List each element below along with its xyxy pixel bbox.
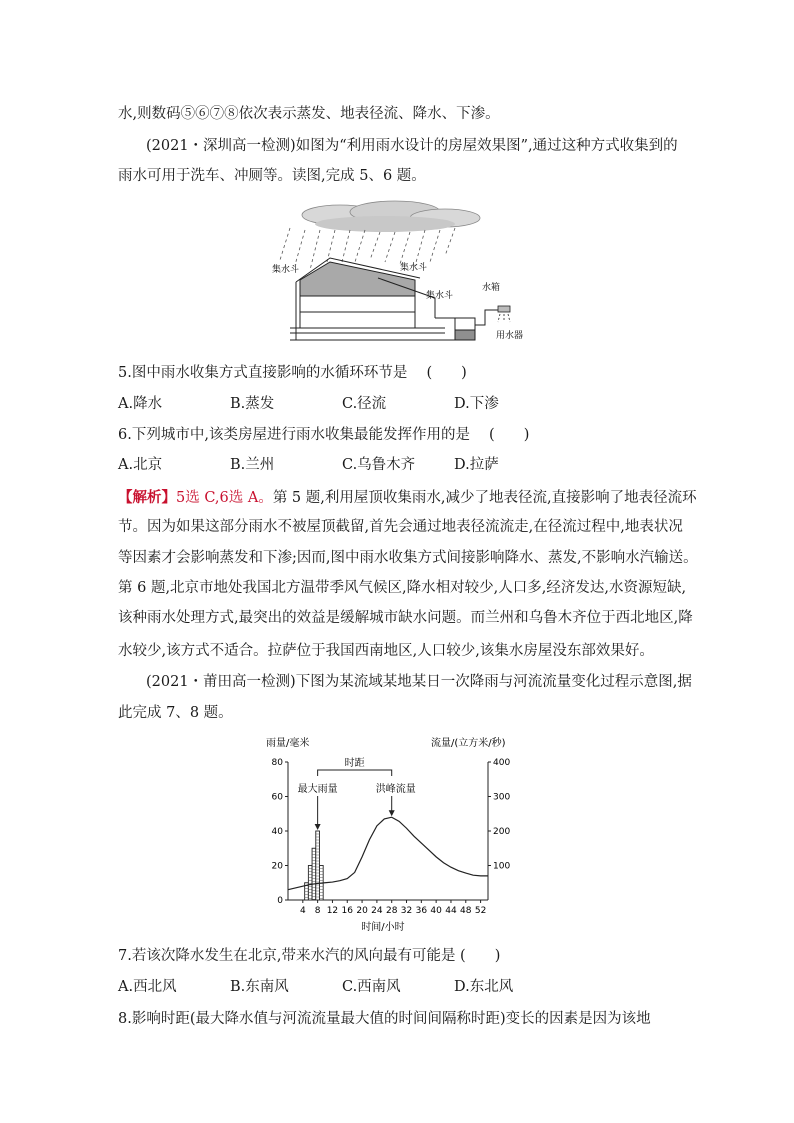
q7-option-d[interactable]: D.东北风 xyxy=(454,979,514,995)
rain-bar xyxy=(316,831,320,900)
text-line: 此完成 7、8 题。 xyxy=(118,705,233,721)
x-tick-label: 8 xyxy=(314,906,321,916)
q6-option-c[interactable]: C.乌鲁木齐 xyxy=(342,457,416,473)
text-line: (2021・深圳高一检测)如图为“利用雨水设计的房屋效果图”,通过这种方式收集到的 xyxy=(146,138,678,154)
max-rain-arrow-head xyxy=(315,824,321,830)
question-8: 8.影响时距(最大降水值与河流流量最大值的时间间隔称时距)变长的因素是因为该地 xyxy=(118,1011,651,1027)
right-tick-label: 400 xyxy=(493,758,511,768)
q7-option-a[interactable]: A.西北风 xyxy=(118,979,177,995)
analysis-answer: 5选 C,6选 A。 xyxy=(176,490,273,506)
rain-flow-chart xyxy=(258,730,538,935)
analysis-text: 第 5 题,利用屋顶收集雨水,减少了地表径流,直接影响了地表径流环 xyxy=(272,490,697,506)
label-collector-left: 集水斗 xyxy=(272,265,300,275)
rain-bar xyxy=(312,848,316,900)
question-5: 5.图中雨水收集方式直接影响的水循环环节是 ( ) xyxy=(118,365,467,381)
interval-label: 时距 xyxy=(344,758,365,769)
x-tick-label: 16 xyxy=(341,906,353,916)
left-axis-label: 雨量/毫米 xyxy=(266,738,310,749)
peak-flow-arrow-head xyxy=(389,810,395,816)
label-tank: 水箱 xyxy=(482,283,501,293)
right-tick-label: 100 xyxy=(493,861,511,872)
peak-flow-label: 洪峰流量 xyxy=(375,784,416,795)
x-axis-label: 时间/小时 xyxy=(361,922,405,933)
x-tick-label: 28 xyxy=(385,906,398,916)
q7-option-c[interactable]: C.西南风 xyxy=(342,979,401,995)
q5-option-b[interactable]: B.蒸发 xyxy=(230,396,275,412)
x-tick-label: 48 xyxy=(460,906,472,916)
label-collector-mid: 集水斗 xyxy=(426,291,454,301)
text-line: 水,则数码⑤⑥⑦⑧依次表示蒸发、地表径流、降水、下渗。 xyxy=(118,106,500,122)
question-7: 7.若该次降水发生在北京,带来水汽的风向最有可能是 ( ) xyxy=(118,948,501,964)
rain-lines xyxy=(280,228,455,270)
x-tick-label: 20 xyxy=(356,906,368,916)
x-tick-label: 12 xyxy=(326,906,339,916)
analysis-line: 第 6 题,北京市地处我国北方温带季风气候区,降水相对较少,人口多,经济发达,水资源短缺, xyxy=(118,580,687,596)
interval-bracket xyxy=(318,770,392,776)
cloud-icon xyxy=(302,201,480,232)
left-tick-label: 60 xyxy=(271,792,283,803)
label-user: 用水器 xyxy=(496,331,524,341)
text-line: (2021・莆田高一检测)下图为某流域某地某日一次降雨与河流流量变化过程示意图,据 xyxy=(146,674,692,690)
left-tick-label: 80 xyxy=(271,758,283,768)
q6-option-a[interactable]: A.北京 xyxy=(118,457,163,473)
left-tick-label: 20 xyxy=(271,861,283,872)
question-6: 6.下列城市中,该类房屋进行雨水收集最能发挥作用的是 ( ) xyxy=(118,427,530,443)
q5-option-a[interactable]: A.降水 xyxy=(118,396,163,412)
analysis-line: 等因素才会影响蒸发和下渗;因而,图中雨水收集方式间接影响降水、蒸发,不影响水汽输送。 xyxy=(118,550,698,566)
label-collector-roof: 集水斗 xyxy=(400,263,428,273)
water-tank xyxy=(455,310,500,340)
analysis-line: 水较少,该方式不适合。拉萨位于我国西南地区,人口较少,该集水房屋没东部效果好。 xyxy=(118,643,654,659)
x-tick-label: 52 xyxy=(474,906,487,916)
rain-bar xyxy=(308,866,312,901)
max-rain-label: 最大雨量 xyxy=(297,784,338,795)
q5-option-d[interactable]: D.下渗 xyxy=(454,396,499,412)
analysis-line xyxy=(118,488,697,508)
q7-option-b[interactable]: B.东南风 xyxy=(230,979,289,995)
x-tick-label: 32 xyxy=(400,906,413,916)
right-axis-label: 流量/(立方米/秒) xyxy=(431,738,506,749)
right-tick-label: 200 xyxy=(493,827,511,837)
q6-option-d[interactable]: D.拉萨 xyxy=(454,457,499,473)
house-rainwater-diagram xyxy=(260,200,540,350)
x-tick-label: 24 xyxy=(371,906,383,916)
analysis-tag: 【解析】 xyxy=(118,489,176,506)
left-tick-label: 40 xyxy=(271,827,283,837)
q6-option-b[interactable]: B.兰州 xyxy=(230,457,275,473)
analysis-line: 该种雨水处理方式,最突出的效益是缓解城市缺水问题。而兰州和乌鲁木齐位于西北地区,降 xyxy=(118,610,693,626)
x-tick-label: 44 xyxy=(445,906,457,916)
right-tick-label: 300 xyxy=(493,792,511,803)
x-tick-label: 36 xyxy=(415,906,428,916)
analysis-line: 节。因为如果这部分雨水不被屋顶截留,首先会通过地表径流流走,在径流过程中,地表状况 xyxy=(118,519,683,535)
x-tick-label: 4 xyxy=(299,906,306,916)
x-tick-label: 40 xyxy=(430,906,442,916)
text-line: 雨水可用于洗车、冲厕等。读图,完成 5、6 题。 xyxy=(118,168,426,184)
q5-option-c[interactable]: C.径流 xyxy=(342,396,387,412)
left-tick-label: 0 xyxy=(277,896,283,906)
shower-icon xyxy=(498,306,510,322)
